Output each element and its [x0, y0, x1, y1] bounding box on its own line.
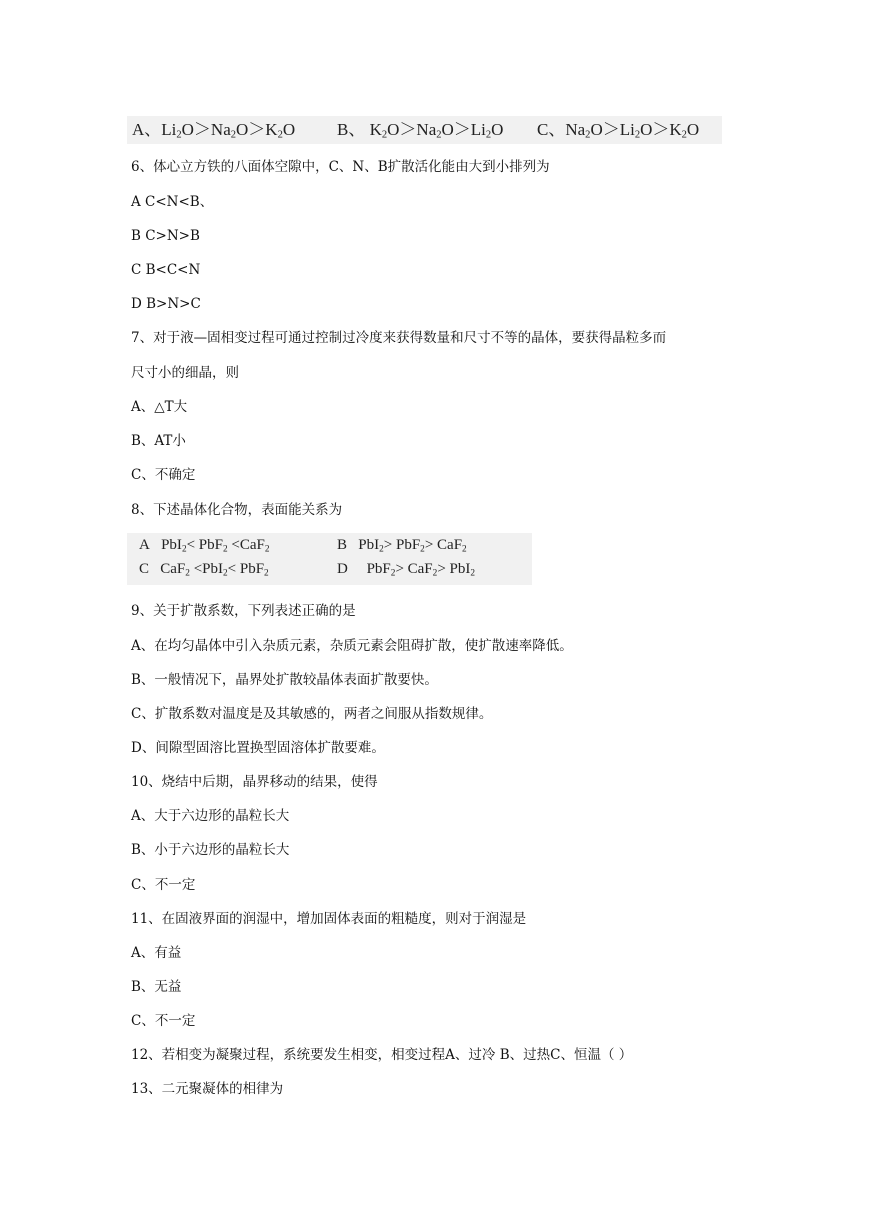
option-letter: D: [337, 561, 348, 577]
q5-option-b: [337, 116, 503, 150]
formula-subscript: 2: [181, 544, 187, 555]
formula-part: K: [369, 120, 382, 139]
formula-subscript: 2: [462, 544, 467, 555]
q12-question: 12、若相变为凝聚过程，系统要发生相变，相变过程A、过冷 B、过热C、恒温（ ）: [131, 1047, 633, 1063]
q8-options-image: [127, 533, 532, 585]
formula-subscript: 2: [390, 568, 396, 579]
option-letter: B: [337, 537, 348, 553]
formula-part: O: [491, 120, 504, 139]
q6-option-c: C B<C<N: [131, 262, 201, 278]
formula-subscript: 2: [185, 568, 190, 579]
q6-option-a: A C<N<B、: [131, 194, 214, 210]
formula-subscript: 2: [436, 129, 442, 141]
option-letter: B、: [337, 120, 366, 139]
q8-option-b: [337, 537, 467, 554]
formula-part: O＞Na: [181, 120, 231, 139]
formula-part: O: [282, 120, 296, 139]
option-letter: C: [139, 561, 150, 577]
formula-subscript: 2: [432, 568, 438, 579]
formula-subscript: 2: [381, 129, 388, 141]
formula-subscript: 2: [379, 544, 384, 555]
q8-question: 8、下述晶体化合物，表面能关系为: [131, 502, 343, 518]
formula-part: O＞Na: [387, 120, 437, 139]
q5-option-a: [132, 116, 295, 150]
formula-subscript: 2: [470, 568, 476, 579]
q6-question: 6、体心立方铁的八面体空隙中，C、N、B扩散活化能由大到小排列为: [131, 159, 550, 175]
formula-part: > CaF: [424, 537, 463, 553]
q9-option-c: C、扩散系数对温度是及其敏感的，两者之间服从指数规律。: [131, 706, 493, 722]
q8-option-c: [139, 561, 269, 578]
option-letter: C、: [537, 120, 566, 139]
formula-subscript: 2: [230, 129, 237, 141]
q11-option-c: C、不一定: [131, 1013, 196, 1029]
option-letter: A、: [132, 120, 162, 139]
formula-subscript: 2: [420, 544, 425, 555]
formula-subscript: 2: [176, 129, 182, 141]
formula-part: < PbF: [227, 561, 265, 577]
q5-option-c: [537, 116, 699, 150]
q10-question: 10、烧结中后期，晶界移动的结果，使得: [131, 774, 378, 790]
q10-option-b: B、小于六边形的晶粒长大: [131, 842, 290, 858]
formula-part: > CaF: [395, 561, 433, 577]
formula-part: PbI: [358, 537, 380, 553]
formula-part: O＞K: [640, 120, 682, 139]
q9-option-d: D、间隙型固溶比置换型固溶体扩散要难。: [131, 740, 385, 756]
formula-subscript: 2: [264, 544, 270, 555]
formula-part: <PbI: [189, 561, 223, 577]
q8-option-a: [139, 537, 270, 554]
formula-part: <CaF: [227, 537, 265, 553]
formula-part: O: [686, 120, 700, 139]
q7-question-line1: 7、对于液—固相变过程可通过控制过冷度来获得数量和尺寸不等的晶体，要获得晶粒多而: [131, 330, 667, 346]
q7-question-line2: 尺寸小的细晶，则: [131, 365, 239, 381]
formula-subscript: 2: [223, 544, 228, 555]
formula-part: O＞Li: [441, 120, 486, 139]
q11-option-a: A、有益: [131, 945, 182, 961]
q13-question: 13、二元聚凝体的相律为: [131, 1081, 284, 1097]
q10-option-a: A、大于六边形的晶粒长大: [131, 808, 290, 824]
formula-part: CaF: [160, 561, 186, 577]
q7-option-c: C、不确定: [131, 467, 196, 483]
formula-part: < PbF: [186, 537, 223, 553]
q9-option-a: A、在均匀晶体中引入杂质元素，杂质元素会阻碍扩散，使扩散速率降低。: [131, 638, 573, 654]
formula-part: > PbF: [383, 537, 421, 553]
q9-question: 9、关于扩散系数，下列表述正确的是: [131, 603, 356, 619]
formula-subscript: 2: [264, 568, 269, 579]
formula-part: O＞K: [236, 120, 278, 139]
formula-subscript: 2: [222, 568, 228, 579]
q6-option-d: D B>N>C: [131, 296, 201, 312]
formula-part: PbI: [161, 537, 182, 553]
formula-subscript: 2: [277, 129, 283, 141]
q5-options-image: [127, 116, 722, 144]
option-letter: A: [139, 537, 150, 553]
q6-option-b: B C>N>B: [131, 228, 200, 244]
q11-option-b: B、无益: [131, 979, 182, 995]
formula-part: Na: [565, 120, 586, 139]
q7-option-b: B、AT小: [131, 433, 186, 449]
q9-option-b: B、一般情况下，晶界处扩散较晶体表面扩散要快。: [131, 672, 438, 688]
formula-part: Li: [161, 120, 177, 139]
q7-option-a: A、△T大: [131, 399, 188, 415]
formula-subscript: 2: [485, 129, 492, 141]
q10-option-c: C、不一定: [131, 877, 196, 893]
q8-option-d: [337, 561, 475, 578]
formula-subscript: 2: [681, 129, 687, 141]
formula-subscript: 2: [634, 129, 641, 141]
formula-subscript: 2: [585, 129, 591, 141]
formula-part: O＞Li: [590, 120, 635, 139]
formula-part: > PbI: [437, 561, 471, 577]
q11-question: 11、在固液界面的润湿中，增加固体表面的粗糙度，则对于润湿是: [131, 911, 527, 927]
formula-part: PbF: [366, 561, 391, 577]
